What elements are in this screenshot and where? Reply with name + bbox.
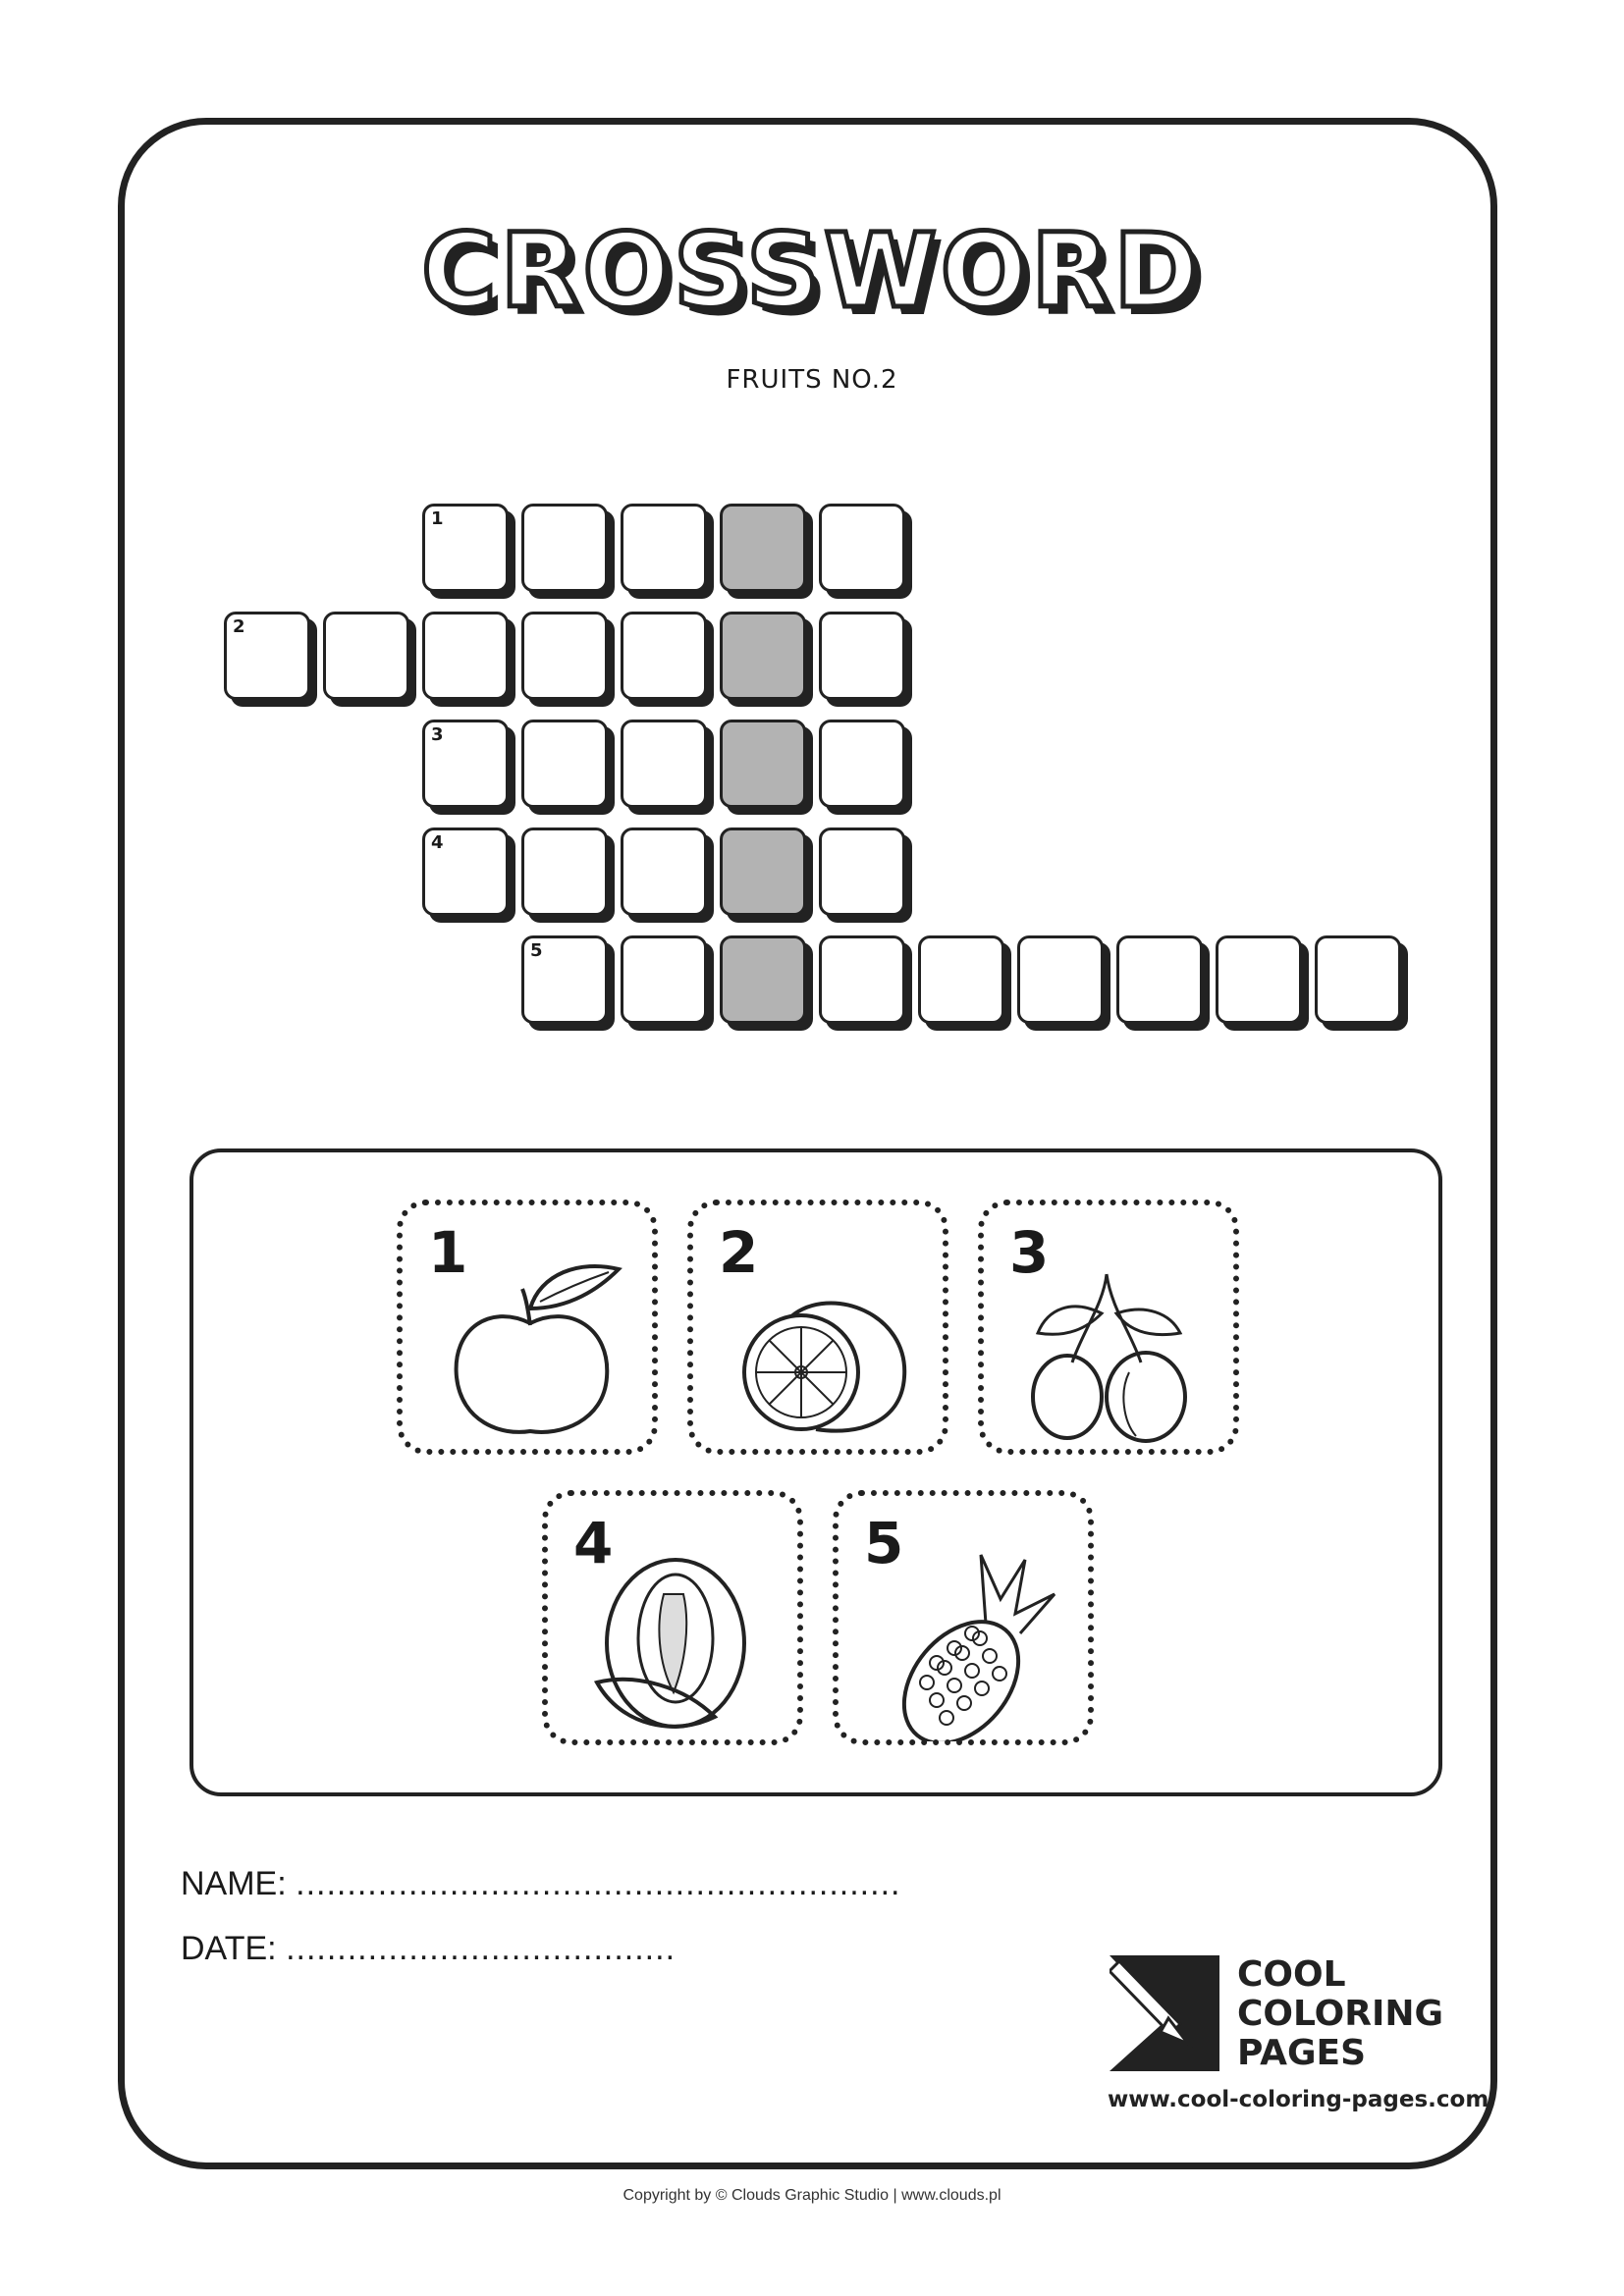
clue-card (978, 1200, 1239, 1455)
crossword-cell[interactable] (918, 935, 1004, 1024)
crossword-cell-highlight[interactable] (720, 612, 806, 700)
crossword-cell[interactable] (323, 612, 409, 700)
clue-card-number: 5 (864, 1510, 904, 1576)
crossword-cell-highlight[interactable] (720, 720, 806, 808)
crossword-cell[interactable] (819, 935, 905, 1024)
crossword-cell-highlight[interactable] (720, 935, 806, 1024)
orange-half-icon (723, 1255, 919, 1451)
name-field[interactable] (181, 1865, 900, 1903)
crossword-cell[interactable] (521, 504, 608, 592)
clue-number: 1 (431, 508, 444, 529)
page-title: CROSSWORD (421, 211, 1203, 331)
logo-line-1: COOL (1237, 1954, 1346, 1995)
crossword-cell[interactable] (1216, 935, 1302, 1024)
date-label: DATE: (181, 1930, 277, 1967)
crossword-cell[interactable] (819, 828, 905, 916)
crossword-cell[interactable] (422, 720, 509, 808)
name-line[interactable]: ........................................................... (296, 1865, 901, 1902)
apple-icon (432, 1255, 628, 1451)
crossword-cell[interactable] (819, 720, 905, 808)
logo-text (1237, 1955, 1443, 2073)
plums-icon (1013, 1255, 1210, 1451)
crossword-cell[interactable] (621, 828, 707, 916)
logo-url[interactable]: www.cool-coloring-pages.com (1108, 2087, 1489, 2112)
date-field[interactable] (181, 1930, 676, 1968)
pineapple-icon (868, 1545, 1064, 1741)
clue-card-number: 4 (573, 1510, 614, 1576)
name-label: NAME: (181, 1865, 287, 1902)
clue-number: 2 (233, 616, 245, 637)
logo-line-3: PAGES (1237, 2033, 1367, 2073)
crossword-cell[interactable] (1017, 935, 1104, 1024)
crossword-cell[interactable] (521, 828, 608, 916)
crossword-cell[interactable] (621, 504, 707, 592)
clue-number: 5 (530, 940, 543, 961)
clues-panel (189, 1148, 1442, 1796)
crossword-cell[interactable] (422, 504, 509, 592)
crossword-cell[interactable] (621, 935, 707, 1024)
crossword-cell[interactable] (621, 720, 707, 808)
crossword-cell[interactable] (1315, 935, 1401, 1024)
papaya-icon (577, 1545, 774, 1741)
crossword-cell[interactable] (224, 612, 310, 700)
clue-card (833, 1490, 1094, 1745)
crossword-cell-highlight[interactable] (720, 504, 806, 592)
clue-number: 3 (431, 724, 444, 745)
clue-card (397, 1200, 658, 1455)
crossword-cell[interactable] (521, 612, 608, 700)
clue-card-number: 1 (428, 1219, 468, 1286)
clue-card (687, 1200, 948, 1455)
logo-line-2: COLORING (1237, 1994, 1444, 2034)
copyright: Copyright by © Clouds Graphic Studio | www.clouds.pl (623, 2187, 1001, 2204)
crossword-cell[interactable] (819, 504, 905, 592)
clue-card-number: 2 (719, 1219, 759, 1286)
brand-logo (1108, 1954, 1489, 2132)
crossword-cell[interactable] (521, 720, 608, 808)
crossword-cell[interactable] (1116, 935, 1203, 1024)
crossword-cell[interactable] (422, 828, 509, 916)
crossword-grid (0, 0, 1624, 1080)
crossword-cell-highlight[interactable] (720, 828, 806, 916)
date-line[interactable]: ...................................... (286, 1930, 677, 1967)
crossword-cell[interactable] (422, 612, 509, 700)
clue-card-number: 3 (1009, 1219, 1050, 1286)
clue-card (542, 1490, 803, 1745)
crossword-cell[interactable] (521, 935, 608, 1024)
crossword-cell[interactable] (621, 612, 707, 700)
page-subtitle: FRUITS NO.2 (726, 365, 898, 395)
crossword-cell[interactable] (819, 612, 905, 700)
pencil-logo-icon (1110, 1955, 1219, 2071)
clue-number: 4 (431, 832, 444, 853)
